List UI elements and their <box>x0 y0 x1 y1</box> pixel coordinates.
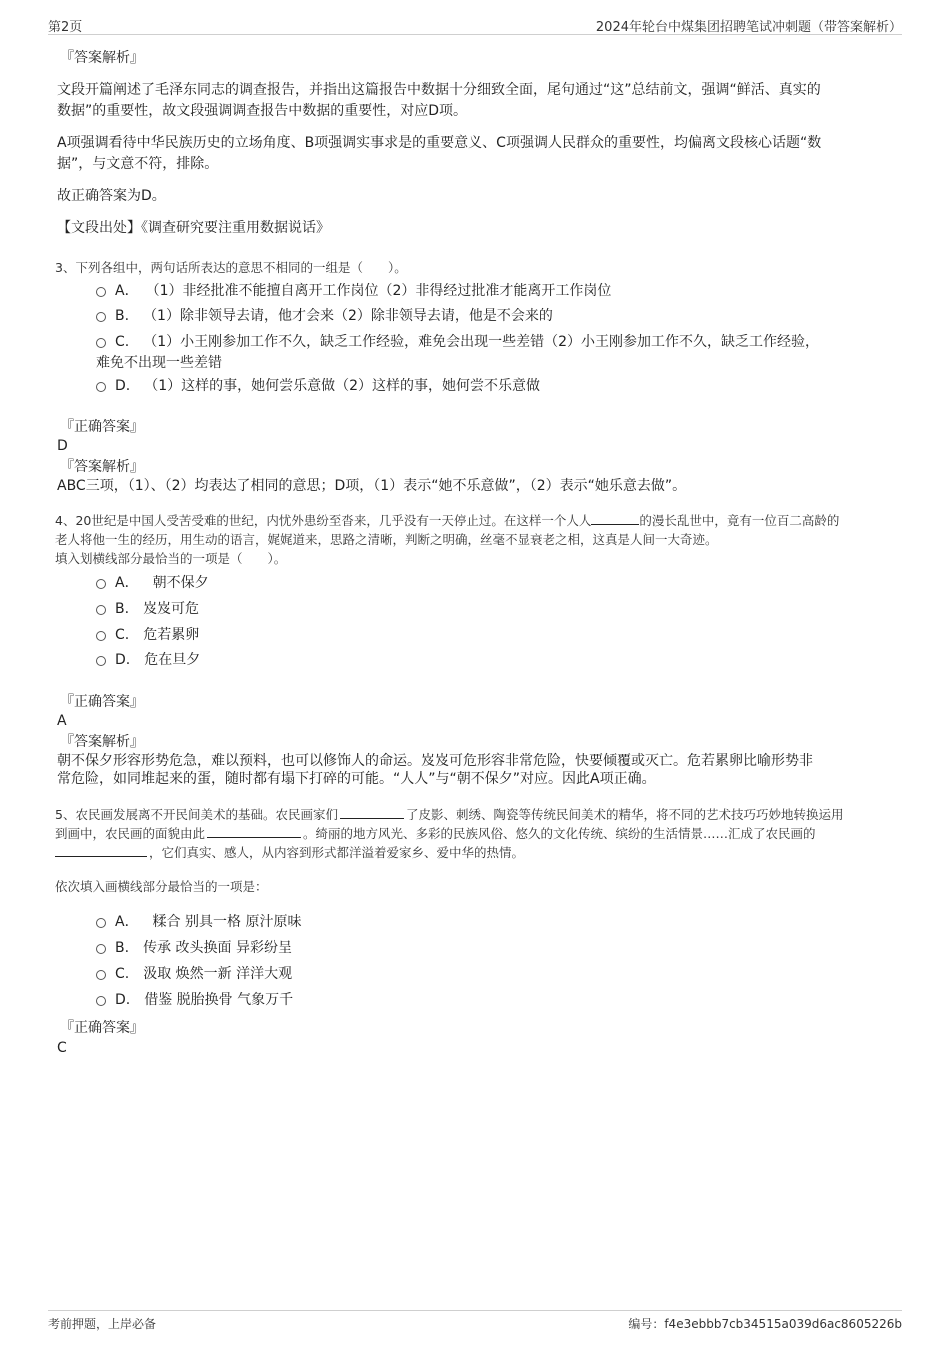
q5-answer-title: 『正确答案』 <box>60 1020 144 1036</box>
q3-option-c[interactable]: C. （1）小王刚参加工作不久，缺乏工作经验，难免会出现一些差错（2）小王刚参加工作不久，缺乏工作经验， <box>96 332 819 353</box>
q3-option-a[interactable]: A． （1）非经批准不能擅自离开工作岗位（2）非得经过批准才能离开工作岗位 <box>96 281 611 302</box>
q3-analysis: ABC三项，（1）、（2）均表达了相同的意思；D项，（1）表示“她不乐意做”，（2）表示“她乐意去做”。 <box>57 478 687 494</box>
fill-blank <box>55 844 147 857</box>
q4-answer: A <box>57 713 67 729</box>
q5-option-c[interactable]: C. 汲取 焕然一新 洋洋大观 <box>96 964 292 985</box>
q5-answer: C <box>57 1040 67 1056</box>
page-footer <box>48 1310 902 1331</box>
page-number: 第2页 <box>48 20 83 35</box>
q4-stem-line1: 4、20世纪是中国人受苦受难的世纪，内忧外患纷至沓来，几乎没有一天停止过。在这样一个人人 的漫长乱世中，竟有一位百二高龄的 <box>55 513 840 528</box>
radio-icon[interactable] <box>96 605 106 615</box>
q3-option-d[interactable]: D. （1）这样的事，她何尝乐意做（2）这样的事，她何尝不乐意做 <box>96 376 540 397</box>
fill-blank <box>340 806 404 819</box>
q2-analysis-line: A项强调看待中华民族历史的立场角度、B项强调实事求是的重要意义、C项强调人民群众的重要性，均偏离文段核心话题“数 <box>57 135 822 151</box>
radio-icon[interactable] <box>96 338 106 348</box>
q2-analysis-line: 据”，与文意不符，排除。 <box>57 156 219 172</box>
q4-stem-line2: 老人将他一生的经历，用生动的语言，娓娓道来，思路之清晰，判断之明确，丝毫不显衰老之相，这真是人间一大奇迹。 <box>55 532 718 547</box>
q4-option-d[interactable]: D. 危在旦夕 <box>96 650 200 671</box>
page-header <box>48 14 902 35</box>
q4-analysis-title: 『答案解析』 <box>60 734 144 750</box>
radio-icon[interactable] <box>96 579 106 589</box>
q5-option-d[interactable]: D. 借鉴 脱胎换骨 气象万千 <box>96 990 293 1011</box>
radio-icon[interactable] <box>96 287 106 297</box>
q5-prompt: 依次填入画横线部分最恰当的一项是： <box>55 879 268 894</box>
fill-blank <box>591 512 639 525</box>
q2-source: 【文段出处】《调查研究要注重用数据说话》 <box>57 220 330 236</box>
q4-option-b[interactable]: B. 岌岌可危 <box>96 599 199 620</box>
radio-icon[interactable] <box>96 918 106 928</box>
q2-analysis-title: 『答案解析』 <box>60 50 144 66</box>
q2-analysis-line: 文段开篇阐述了毛泽东同志的调查报告，并指出这篇报告中数据十分细致全面，尾句通过“这”总结前文，强调“鲜活、真实的 <box>57 82 821 98</box>
q3-answer-title: 『正确答案』 <box>60 419 144 435</box>
radio-icon[interactable] <box>96 944 106 954</box>
document-title: 2024年轮台中煤集团招聘笔试冲刺题（带答案解析） <box>595 20 902 35</box>
q5-stem-line2: 到画中，农民画的面貌由此 。绮丽的地方风光、多彩的民族风俗、悠久的文化传统、缤纷的生活情景……汇成了农民画的 <box>55 826 816 841</box>
q3-option-b[interactable]: B. （1）除非领导去请，他才会来（2）除非领导去请，他是不会来的 <box>96 306 553 327</box>
q4-analysis-line: 常危险，如同堆起来的蛋，随时都有塌下打碎的可能。“人人”与“朝不保夕”对应。因此A项正确。 <box>57 771 656 787</box>
q5-stem-line3: ，它们真实、感人，从内容到形式都洋溢着爱家乡、爱中华的热情。 <box>55 843 524 862</box>
q2-conclusion: 故正确答案为D。 <box>57 188 166 204</box>
radio-icon[interactable] <box>96 631 106 641</box>
radio-icon[interactable] <box>96 312 106 322</box>
q4-analysis-line: 朝不保夕形容形势危急，难以预料，也可以修饰人的命运。岌岌可危形容非常危险，快要倾覆或灭亡。危若累卵比喻形势非 <box>57 753 813 769</box>
q5-option-b[interactable]: B. 传承 改头换面 异彩纷呈 <box>96 938 292 959</box>
radio-icon[interactable] <box>96 996 106 1006</box>
document-id: 编号：f4e3ebbb7cb34515a039d6ac8605226b <box>628 1317 902 1331</box>
q4-answer-title: 『正确答案』 <box>60 694 144 710</box>
q5-option-a[interactable]: A． 糅合 别具一格 原汁原味 <box>96 912 301 933</box>
q3-analysis-title: 『答案解析』 <box>60 459 144 475</box>
radio-icon[interactable] <box>96 656 106 666</box>
fill-blank <box>207 825 301 838</box>
q3-answer: D <box>57 438 68 454</box>
q2-analysis-line: 数据”的重要性，故文段强调调查报告中数据的重要性，对应D项。 <box>57 103 468 119</box>
q4-option-a[interactable]: A． 朝不保夕 <box>96 573 209 594</box>
q3-stem: 3、下列各组中，两句话所表达的意思不相同的一组是（ ）。 <box>55 260 407 275</box>
q5-stem-line1: 5、农民画发展离不开民间美术的基础。农民画家们 了皮影、刺绣、陶瓷等传统民间美术的精华，将不同的艺术技巧巧妙地转换运用 <box>55 807 844 822</box>
q4-option-c[interactable]: C. 危若累卵 <box>96 625 199 646</box>
radio-icon[interactable] <box>96 382 106 392</box>
radio-icon[interactable] <box>96 970 106 980</box>
footer-slogan: 考前押题，上岸必备 <box>48 1317 157 1331</box>
q4-stem-line3: 填入划横线部分最恰当的一项是（ ）。 <box>55 551 287 566</box>
q3-option-c-continued: 难免不出现一些差错 <box>96 355 222 371</box>
